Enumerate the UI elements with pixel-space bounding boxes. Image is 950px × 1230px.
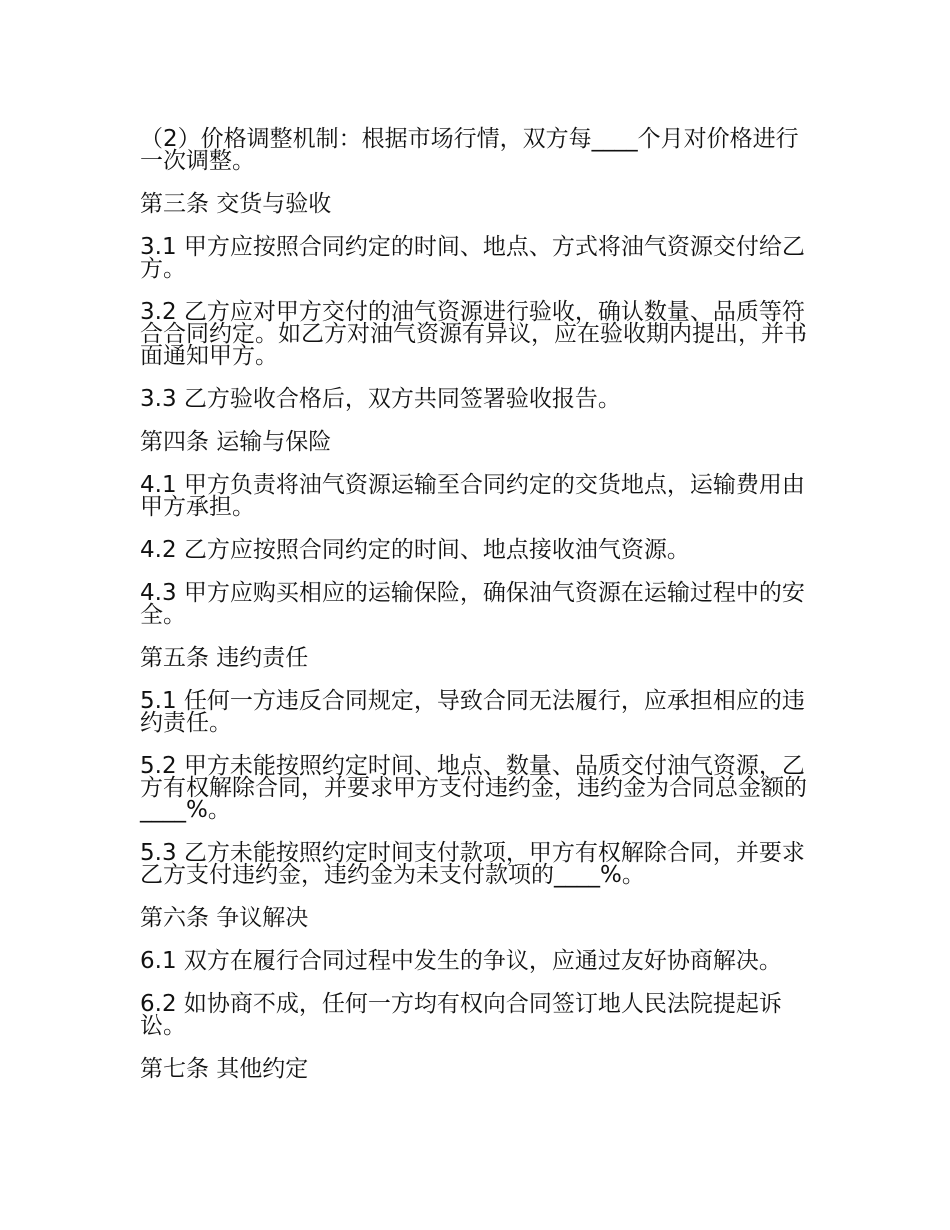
clause-3-2: 3.2 乙方应对甲方交付的油气资源进行验收，确认数量、品质等符合合同约定。如乙方对油气资源有异议，应在验收期内提出，并书面通知甲方。 bbox=[140, 299, 807, 369]
clause-5-2: 5.2 甲方未能按照约定时间、地点、数量、品质交付油气资源，乙方有权解除合同，并要求甲方支付违约金，违约金为合同总金额的____%。 bbox=[140, 753, 807, 823]
clause-5-1: 5.1 任何一方违反合同规定，导致合同无法履行，应承担相应的违约责任。 bbox=[140, 688, 805, 736]
document-body bbox=[140, 128, 812, 1101]
clause-3-3: 3.3 乙方验收合格后，双方共同签署验收报告。 bbox=[140, 386, 621, 412]
article-5-heading: 第五条 违约责任 bbox=[140, 645, 309, 671]
article-4-heading: 第四条 运输与保险 bbox=[140, 429, 332, 455]
clause-4-2: 4.2 乙方应按照合同约定的时间、地点接收油气资源。 bbox=[140, 537, 690, 563]
clause-6-2: 6.2 如协商不成，任何一方均有权向合同签订地人民法院提起诉讼。 bbox=[140, 991, 782, 1039]
clause-4-3: 4.3 甲方应购买相应的运输保险，确保油气资源在运输过程中的安全。 bbox=[140, 580, 805, 628]
article-3-heading: 第三条 交货与验收 bbox=[140, 191, 332, 217]
article-7-heading: 第七条 其他约定 bbox=[140, 1056, 309, 1082]
clause-3-1: 3.1 甲方应按照合同约定的时间、地点、方式将油气资源交付给乙方。 bbox=[140, 234, 805, 282]
clause-4-1: 4.1 甲方负责将油气资源运输至合同约定的交货地点，运输费用由甲方承担。 bbox=[140, 472, 805, 520]
clause-6-1: 6.1 双方在履行合同过程中发生的争议，应通过友好协商解决。 bbox=[140, 948, 782, 974]
article-6-heading: 第六条 争议解决 bbox=[140, 905, 309, 931]
clause-2-2-price-adjustment: （2）价格调整机制：根据市场行情，双方每____个月对价格进行一次调整。 bbox=[140, 126, 799, 174]
clause-5-3: 5.3 乙方未能按照约定时间支付款项，甲方有权解除合同，并要求乙方支付违约金，违约金为未支付款项的____%。 bbox=[140, 840, 805, 888]
